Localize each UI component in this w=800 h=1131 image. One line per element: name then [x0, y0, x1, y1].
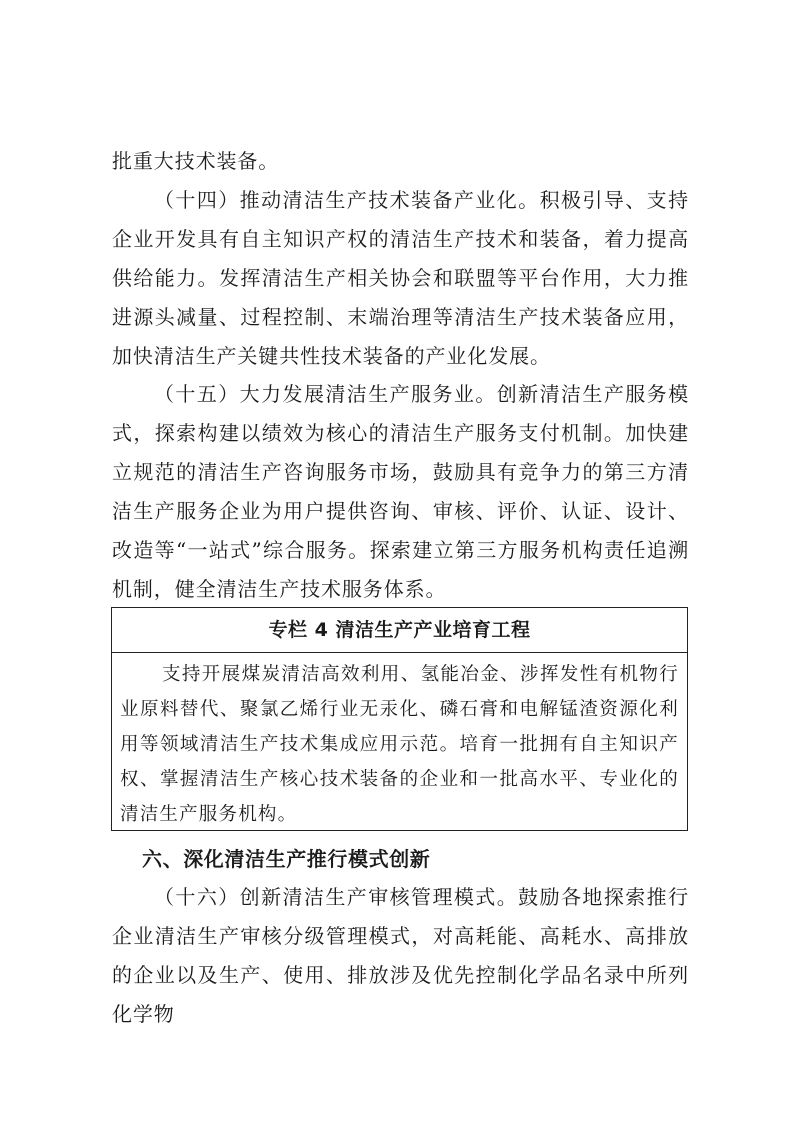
- paragraph-16-body: 鼓励各地探索推行企业清洁生产审核分级管理模式，对高耗能、高耗水、高排放的企业以及生产、使用、排放涉及优先控制化学品名录中所列化学物: [112, 885, 689, 1026]
- paragraph-15-heading: （十五）大力发展清洁生产服务业。: [154, 382, 497, 406]
- paragraph-15-body: 创新清洁生产服务模式，探索构建以绩效为核心的清洁生产服务支付机制。加快建立规范的清洁生产咨询服务市场，鼓励具有竞争力的第三方清洁生产服务企业为用户提供咨询、审核、评价、认证、设计、改造等“一站式”综合服务。探索建立第三方服务机构责任追溯机制，健全清洁生产技术服务体系。: [112, 382, 689, 601]
- section-heading-6: 六、深化清洁生产推行模式创新: [142, 847, 431, 871]
- paragraph-15: [112, 375, 689, 609]
- special-column-title: 专栏 4 清洁生产产业培育工程: [112, 608, 687, 653]
- special-column-body: 支持开展煤炭清洁高效利用、氢能冶金、涉挥发性有机物行业原料替代、聚氯乙烯行业无汞化、磷石膏和电解锰渣资源化利用等领域清洁生产技术集成应用示范。培育一批拥有自主知识产权、掌握清洁生产核心技术装备的企业和一批高水平、专业化的清洁生产服务机构。: [120, 664, 679, 825]
- paragraph-14-heading: （十四）推动清洁生产技术装备产业化。: [154, 188, 540, 212]
- paragraph-16-heading: （十六）创新清洁生产审核管理模式。: [154, 885, 519, 909]
- paragraph-16: [112, 878, 689, 1034]
- paragraph-continuation: 批重大技术装备。: [112, 149, 280, 173]
- special-column-box: [111, 607, 688, 831]
- paragraph-14: [112, 181, 689, 376]
- paragraph-14-body: 积极引导、支持企业开发具有自主知识产权的清洁生产技术和装备，着力提高供给能力。发挥清洁生产相关协会和联盟等平台作用，大力推进源头减量、过程控制、末端治理等清洁生产技术装备应用，加快清洁生产关键共性技术装备的产业化发展。: [112, 188, 689, 368]
